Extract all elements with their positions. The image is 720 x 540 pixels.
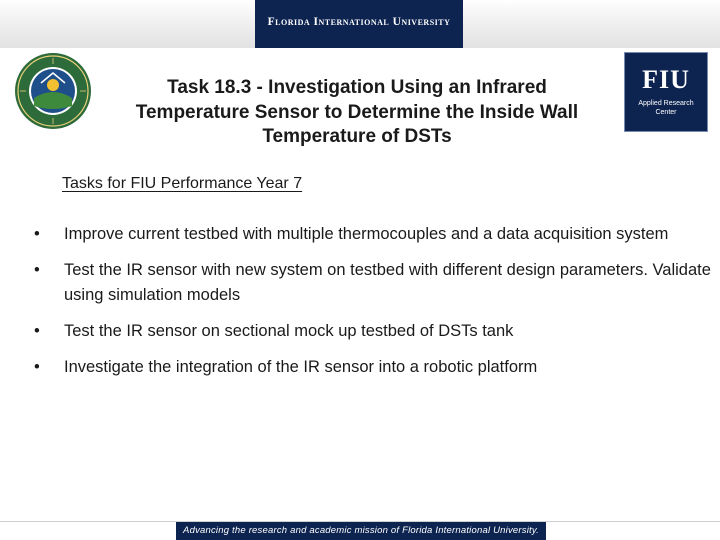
footer-band (0, 522, 720, 540)
bullet-item (34, 319, 714, 344)
bullet-text: Investigate the integration of the IR sensor into a robotic platform (64, 358, 538, 376)
title-line-2: Temperature Sensor to Determine the Inside Wall (135, 101, 579, 123)
university-name: Florida International University (267, 16, 451, 28)
header-band (0, 0, 720, 48)
fiu-logo-subtitle (625, 99, 707, 117)
bullet-list (34, 222, 714, 391)
title-line-3: Temperature of DSTs (262, 126, 452, 147)
bullet-dot-icon: • (34, 358, 40, 376)
bullet-dot-icon: • (34, 261, 40, 279)
title-line-1: Task 18.3 - Investigation Using an Infrared (167, 77, 547, 98)
bullet-dot-icon: • (34, 322, 40, 340)
bullet-item (34, 258, 714, 308)
fiu-arc-logo (624, 52, 708, 132)
slide-subtitle: Tasks for FIU Performance Year 7 (62, 175, 303, 192)
bullet-dot-icon: • (34, 225, 40, 243)
footer-tagline: Advancing the research and academic mission of Florida International University. (176, 522, 546, 540)
bullet-text: Test the IR sensor on sectional mock up testbed of DSTs tank (64, 322, 514, 340)
bullet-text: Test the IR sensor with new system on testbed with different design parameters. Validate using simulation models (64, 261, 711, 304)
bullet-text: Improve current testbed with multiple thermocouples and a data acquisition system (64, 225, 669, 243)
fiu-mark: FIU (642, 65, 690, 94)
fiu-logo-sub-line2: Center (655, 109, 677, 116)
fiu-logo-sub-line1: Applied Research (638, 100, 694, 107)
slide-title (92, 76, 622, 150)
bullet-item (34, 355, 714, 380)
doe-seal-logo (14, 52, 92, 130)
bullet-item (34, 222, 714, 247)
